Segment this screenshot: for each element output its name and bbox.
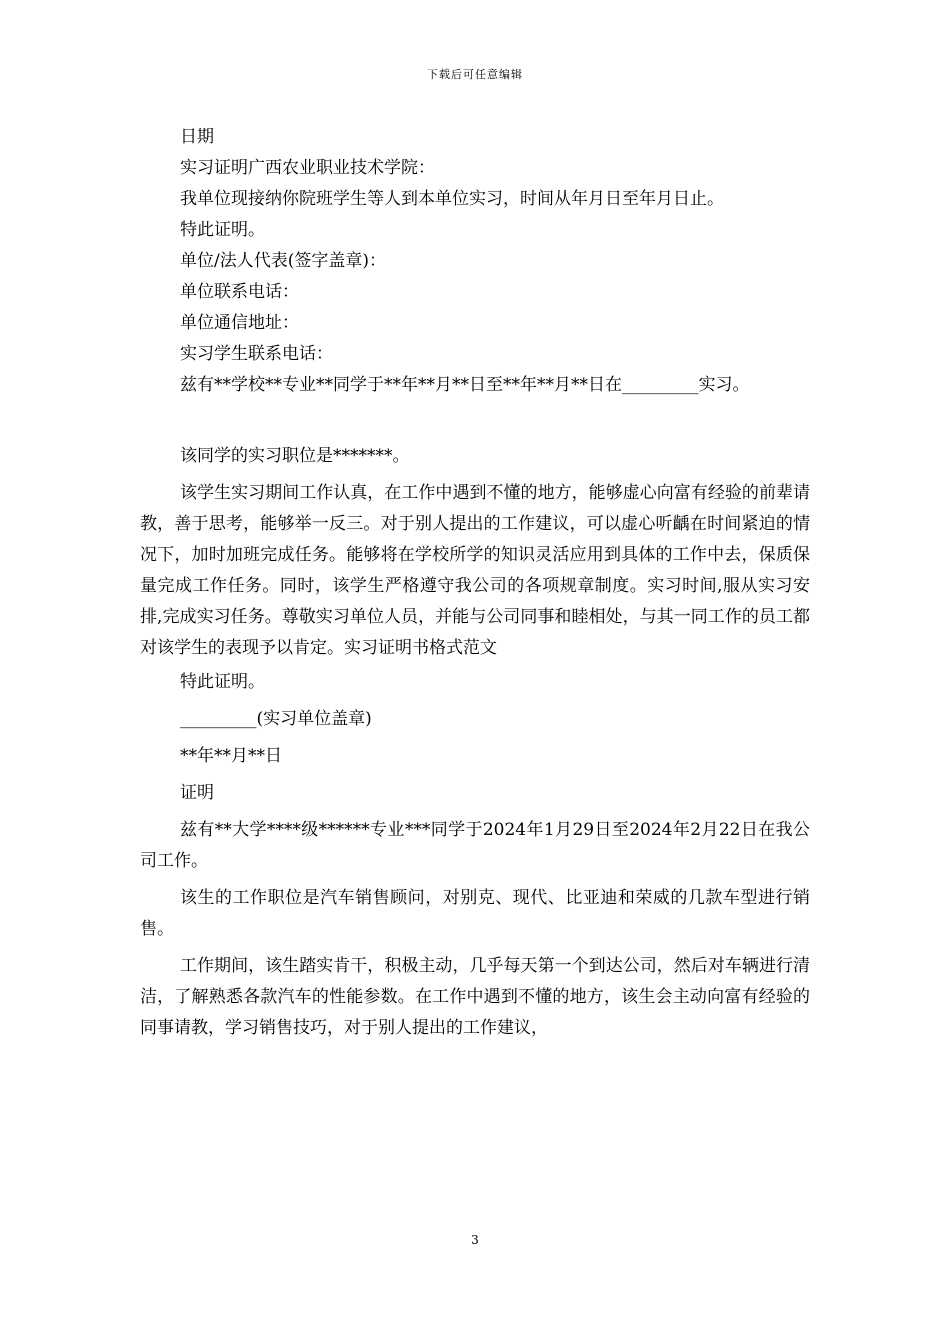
text-line-stamp: _________(实习单位盖章) (180, 709, 372, 729)
text-line-representative: 单位/法人代表(签字盖章)： (180, 251, 386, 271)
text-line-acceptance: 我单位现接纳你院班学生等人到本单位实习，时间从年月日至年月日止。 (180, 189, 724, 209)
text-line-heading-certificate: 证明 (180, 783, 214, 803)
paragraph-work-position: 该生的工作职位是汽车销售顾问，对别克、现代、比亚迪和荣威的几款车型进行销售。 (140, 888, 810, 939)
paragraph-evaluation: 该学生实习期间工作认真，在工作中遇到不懂的地方，能够虚心向富有经验的前辈请教，善于思考，能够举一反三。对于别人提出的工作建议，可以虚心听齲在时间紧迫的情况下，加时加班完成任务。能够将在学校所学的知识灵活应用到具体的工作中去，保质保量完成工作任务。同时，该学生严格遵守我公司的各项规章制度。实习时间,服从实习安排,完成实习任务。尊敬实习单位人员，并能与公司同事和睦相处，与其一同工作的员工都对该学生的表现予以肯定。实习证明书格式范文 (140, 483, 810, 658)
paragraph-work-performance: 工作期间，该生踏实肯干，积极主动，几乎每天第一个到达公司，然后对车辆进行清洁，了解熟悉各款汽车的性能参数。在工作中遇到不懂的地方，该生会主动向富有经验的同事请教，学习销售技巧，对于别人提出的工作建议， (140, 956, 810, 1038)
text-line-student-phone: 实习学生联系电话： (180, 344, 333, 364)
text-line-certify-2: 特此证明。 (180, 672, 265, 692)
text-line-position: 该同学的实习职位是*******。 (180, 446, 410, 466)
page-number: 3 (471, 1233, 479, 1247)
text-line-address: 单位通信地址： (180, 313, 299, 333)
text-line-internship: 兹有**学校**专业**同学于**年**月**日至**年**月**日在_________实习。 (180, 375, 750, 395)
paragraph-work-period: 兹有**大学****级******专业***同学于2024年1月29日至2024年2月22日在我公司工作。 (140, 820, 810, 871)
text-line-title: 实习证明广西农业职业技术学院： (180, 158, 435, 178)
text-line-date-2: **年**月**日 (180, 746, 282, 766)
text-line-date: 日期 (180, 127, 214, 147)
text-line-certify: 特此证明。 (180, 220, 265, 240)
document-body (140, 122, 810, 1044)
blank-line (140, 401, 810, 441)
page-header: 下载后可任意编辑 (427, 68, 523, 81)
text-line-phone: 单位联系电话： (180, 282, 299, 302)
